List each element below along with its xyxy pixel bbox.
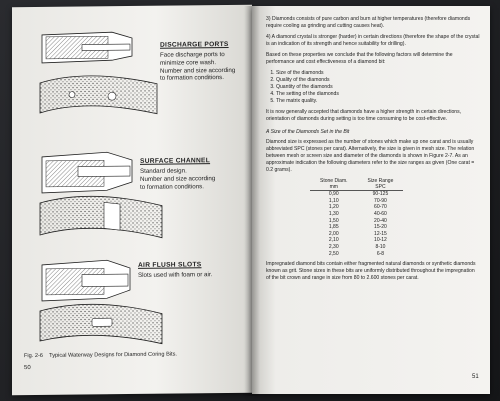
- factor-list: [266, 70, 480, 105]
- discharge-ports-label: [160, 41, 250, 83]
- table-row: [310, 251, 403, 258]
- table-row: [310, 211, 403, 218]
- paragraph: Diamond size is expressed as the number of stones which make up one carat and is usually abbreviated SPC (stones per carat). Alternatively, the size is given in mesh size. The relation between mesh or screen size and diameter of the diamonds is shown in Figure 2-7. As an approximate indication the following diameters refer to the size ranges as given (One carat = 0.2 grams).: [266, 139, 475, 174]
- table-cell: 1,85: [328, 224, 339, 231]
- table-row: [310, 231, 403, 238]
- list-item: 5. The matrix quality.: [276, 98, 480, 105]
- section-title: A Size of the Diamonds Set in the Bit: [266, 129, 350, 136]
- discharge-ports-diagram: [40, 32, 157, 115]
- paragraph: Based on these properties we conclude that the following factors will determine the performance and cost effectiveness of a diamond bit:: [266, 52, 453, 66]
- table-header: Size Range: [367, 178, 394, 185]
- list-item: 2. Quality of the diamonds: [276, 77, 480, 84]
- right-page-text: [266, 16, 480, 286]
- paragraph: Impregnated diamond bits contain either fragmented natural diamonds or synthetic diamonds known as grit. Stone sizes in these bits are uniformly distributed throughout the impregnation of the bit crown and range in size from 80 to 2.600 stones per carat.: [266, 261, 476, 282]
- figure-title: DISCHARGE PORTS: [160, 40, 229, 49]
- table-row: [310, 218, 403, 225]
- list-item: 1. Size of the diamonds: [276, 70, 480, 77]
- page-number-left: 50: [24, 365, 31, 372]
- table-cell: 2,10: [328, 237, 339, 244]
- list-item: 3) Diamonds consists of pure carbon and burn at higher temperatures (therefore diamonds require cooling as grinding and cutting causes heat).: [266, 16, 471, 30]
- table-cell: 90-125: [372, 191, 389, 198]
- figure-description: Standard design. Number and size according to formation conditions.: [140, 167, 216, 191]
- table-header-unit: mm: [310, 184, 358, 191]
- list-item: 4) A diamond crystal is stronger (harder) in certain directions (therefore the shape of the crystal is an indication of its strength and hence suitability for drilling).: [266, 34, 480, 48]
- table-row: [310, 204, 403, 211]
- surface-channel-label: [140, 157, 250, 192]
- table-cell: 6-8: [376, 250, 385, 257]
- open-book: [12, 6, 490, 398]
- list-item: 4. The setting of the diamonds: [276, 91, 480, 98]
- table-header-unit: SPC: [358, 184, 404, 191]
- table-cell: 60-70: [374, 204, 387, 211]
- paragraph: It is now generally accepted that diamonds have a higher strength in certain directions, orientation of diamonds during setting is too time consuming to be cost-effective.: [266, 109, 462, 123]
- list-item: 3. Quantity of the diamonds: [276, 84, 480, 91]
- air-flush-slots-label: [138, 261, 250, 280]
- table-cell: 1,30: [328, 211, 339, 218]
- table-row: [310, 198, 403, 205]
- figure-title: SURFACE CHANNEL: [140, 157, 211, 165]
- left-page: [12, 5, 252, 396]
- table-cell: 70-90: [374, 197, 387, 204]
- table-cell: 1,50: [328, 217, 339, 224]
- caption-label: Fig. 2-6: [24, 352, 43, 360]
- figure-description: Slots used with foam or air.: [138, 271, 213, 280]
- table-cell: 20-40: [374, 217, 387, 224]
- table-cell: 10-12: [374, 237, 387, 244]
- table-cell: 2,00: [328, 230, 339, 237]
- table-header: Stone Diam.: [320, 178, 348, 185]
- book-gutter-shadow: [244, 6, 260, 396]
- figure-description: Face discharge ports to minimize core wash. Number and size according to formation conditions.: [160, 51, 236, 83]
- table-cell: 15-20: [374, 224, 387, 231]
- table-cell: 1,10: [328, 197, 339, 204]
- figure-title: AIR FLUSH SLOTS: [138, 261, 202, 269]
- caption-text: Typical Waterway Designs for Diamond Coring Bits.: [49, 351, 177, 359]
- right-page: [252, 6, 490, 394]
- table-row: [310, 224, 403, 231]
- table-cell: 1,20: [328, 204, 339, 211]
- table-cell: 40-60: [374, 211, 387, 218]
- table-row: [310, 237, 403, 244]
- table-cell: 2,30: [328, 244, 339, 251]
- table-row: [310, 191, 403, 198]
- table-cell: 8-10: [375, 244, 386, 251]
- table-row: [310, 244, 403, 251]
- table-cell: 0,90: [328, 191, 339, 198]
- page-number-right: 51: [472, 374, 479, 380]
- size-table: [310, 178, 403, 257]
- table-cell: 12-15: [374, 230, 387, 237]
- table-cell: 2,50: [328, 250, 339, 257]
